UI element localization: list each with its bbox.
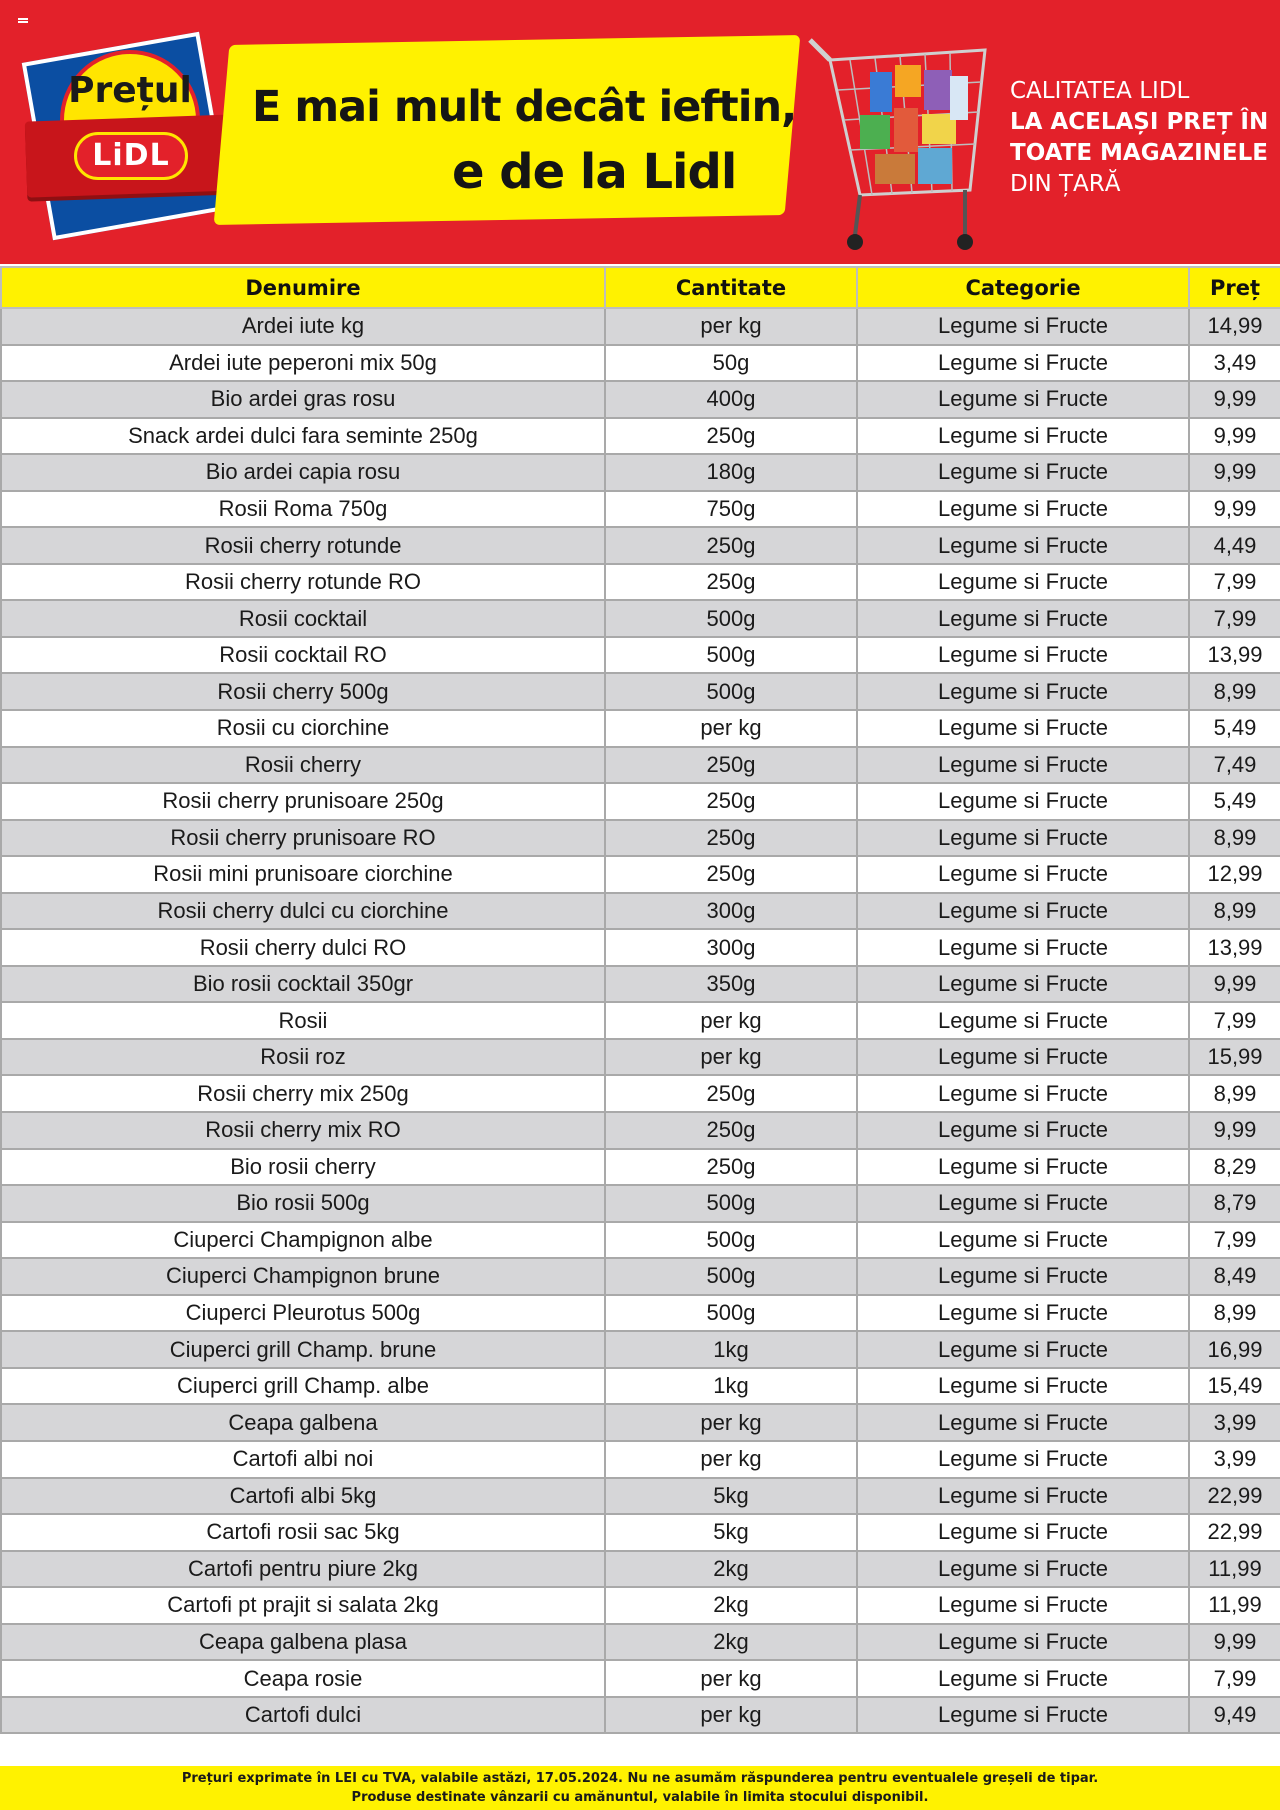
cell-categorie: Legume si Fructe — [857, 637, 1189, 674]
table-row — [1, 308, 1280, 345]
table-row — [1, 418, 1280, 455]
cell-cantitate: 500g — [605, 1222, 857, 1259]
cell-categorie: Legume si Fructe — [857, 1587, 1189, 1624]
cell-denumire: Rosii mini prunisoare ciorchine — [1, 856, 605, 893]
cell-denumire: Bio ardei gras rosu — [1, 381, 605, 418]
cell-categorie: Legume si Fructe — [857, 783, 1189, 820]
cell-pret: 5,49 — [1189, 783, 1280, 820]
cell-categorie: Legume si Fructe — [857, 527, 1189, 564]
cell-pret: 8,99 — [1189, 673, 1280, 710]
cell-denumire: Rosii cherry prunisoare 250g — [1, 783, 605, 820]
menu-icon[interactable] — [18, 18, 28, 26]
table-row — [1, 1624, 1280, 1661]
cell-cantitate: 180g — [605, 454, 857, 491]
cell-denumire: Ciuperci Champignon brune — [1, 1258, 605, 1295]
cell-pret: 12,99 — [1189, 856, 1280, 893]
table-row — [1, 1478, 1280, 1515]
table-row — [1, 1295, 1280, 1332]
cell-cantitate: 1kg — [605, 1331, 857, 1368]
table-row — [1, 1185, 1280, 1222]
table-row — [1, 856, 1280, 893]
cell-categorie: Legume si Fructe — [857, 1075, 1189, 1112]
cell-denumire: Bio rosii 500g — [1, 1185, 605, 1222]
cell-denumire: Ceapa galbena plasa — [1, 1624, 605, 1661]
cell-cantitate: per kg — [605, 1441, 857, 1478]
cell-denumire: Rosii cherry mix RO — [1, 1112, 605, 1149]
cell-cantitate: 500g — [605, 1295, 857, 1332]
cell-pret: 7,99 — [1189, 1002, 1280, 1039]
table-row — [1, 1258, 1280, 1295]
cell-denumire: Rosii cherry 500g — [1, 673, 605, 710]
cell-pret: 13,99 — [1189, 637, 1280, 674]
cell-cantitate: 300g — [605, 929, 857, 966]
cell-denumire: Rosii cherry prunisoare RO — [1, 820, 605, 857]
table-row — [1, 1514, 1280, 1551]
disclaimer-line-1: Prețuri exprimate în LEI cu TVA, valabile astăzi, 17.05.2024. Nu ne asumăm răspunderea pentru eventualele greșeli de tipar. — [181, 1771, 1099, 1786]
cell-categorie: Legume si Fructe — [857, 418, 1189, 455]
cell-categorie: Legume si Fructe — [857, 1258, 1189, 1295]
cell-categorie: Legume si Fructe — [857, 1478, 1189, 1515]
cell-cantitate: per kg — [605, 308, 857, 345]
table-row — [1, 1039, 1280, 1076]
cell-categorie: Legume si Fructe — [857, 1185, 1189, 1222]
cell-pret: 9,99 — [1189, 491, 1280, 528]
cell-denumire: Cartofi pt prajit si salata 2kg — [1, 1587, 605, 1624]
cell-denumire: Ciuperci grill Champ. albe — [1, 1368, 605, 1405]
cell-cantitate: 250g — [605, 564, 857, 601]
cell-denumire: Rosii cu ciorchine — [1, 710, 605, 747]
cell-pret: 7,99 — [1189, 564, 1280, 601]
cell-categorie: Legume si Fructe — [857, 381, 1189, 418]
table-row — [1, 1149, 1280, 1186]
cell-pret: 15,49 — [1189, 1368, 1280, 1405]
cell-cantitate: per kg — [605, 1660, 857, 1697]
table-row — [1, 893, 1280, 930]
tagline-line-2: LA ACELAȘI PREȚ ÎN — [1010, 109, 1269, 135]
cell-cantitate: 5kg — [605, 1478, 857, 1515]
cell-categorie: Legume si Fructe — [857, 491, 1189, 528]
price-table — [0, 266, 1280, 1734]
table-row — [1, 1404, 1280, 1441]
cell-pret: 9,99 — [1189, 454, 1280, 491]
cell-pret: 14,99 — [1189, 308, 1280, 345]
cell-pret: 4,49 — [1189, 527, 1280, 564]
cell-categorie: Legume si Fructe — [857, 893, 1189, 930]
table-row — [1, 783, 1280, 820]
cell-categorie: Legume si Fructe — [857, 1551, 1189, 1588]
table-row — [1, 1551, 1280, 1588]
cell-cantitate: 400g — [605, 381, 857, 418]
cell-cantitate: 50g — [605, 345, 857, 382]
cell-cantitate: 500g — [605, 673, 857, 710]
cell-categorie: Legume si Fructe — [857, 1112, 1189, 1149]
cell-denumire: Bio rosii cherry — [1, 1149, 605, 1186]
cell-cantitate: 2kg — [605, 1551, 857, 1588]
cell-denumire: Ciuperci grill Champ. brune — [1, 1331, 605, 1368]
slogan-line-2: e de la Lidl — [452, 144, 737, 200]
cell-pret: 9,99 — [1189, 966, 1280, 1003]
cell-categorie: Legume si Fructe — [857, 308, 1189, 345]
cell-pret: 8,99 — [1189, 1075, 1280, 1112]
table-row — [1, 1587, 1280, 1624]
table-row — [1, 1222, 1280, 1259]
cell-pret: 9,99 — [1189, 418, 1280, 455]
cell-denumire: Snack ardei dulci fara seminte 250g — [1, 418, 605, 455]
cell-pret: 3,99 — [1189, 1404, 1280, 1441]
cell-pret: 8,99 — [1189, 1295, 1280, 1332]
cell-cantitate: 1kg — [605, 1368, 857, 1405]
cell-pret: 13,99 — [1189, 929, 1280, 966]
cell-cantitate: 250g — [605, 1075, 857, 1112]
cell-pret: 9,99 — [1189, 381, 1280, 418]
cell-pret: 9,99 — [1189, 1624, 1280, 1661]
cell-denumire: Rosii Roma 750g — [1, 491, 605, 528]
cell-pret: 22,99 — [1189, 1514, 1280, 1551]
cell-categorie: Legume si Fructe — [857, 1660, 1189, 1697]
cell-denumire: Rosii cocktail — [1, 600, 605, 637]
cell-categorie: Legume si Fructe — [857, 1697, 1189, 1734]
promo-banner — [0, 0, 1280, 264]
tagline-line-1: CALITATEA LIDL — [1010, 78, 1190, 104]
header-denumire: Denumire — [1, 267, 605, 308]
table-row — [1, 564, 1280, 601]
cell-pret: 8,99 — [1189, 893, 1280, 930]
cell-cantitate: 2kg — [605, 1587, 857, 1624]
tagline-line-3: TOATE MAGAZINELE — [1010, 140, 1268, 166]
cell-denumire: Rosii cherry rotunde — [1, 527, 605, 564]
cell-categorie: Legume si Fructe — [857, 710, 1189, 747]
table-row — [1, 710, 1280, 747]
cell-denumire: Bio rosii cocktail 350gr — [1, 966, 605, 1003]
cell-denumire: Cartofi pentru piure 2kg — [1, 1551, 605, 1588]
cell-pret: 7,99 — [1189, 1660, 1280, 1697]
tagline-line-4: DIN ȚARĂ — [1010, 171, 1121, 197]
cell-cantitate: 5kg — [605, 1514, 857, 1551]
table-row — [1, 491, 1280, 528]
lidl-logo — [26, 40, 236, 240]
cell-denumire: Ciuperci Pleurotus 500g — [1, 1295, 605, 1332]
cell-cantitate: 250g — [605, 1149, 857, 1186]
cell-cantitate: per kg — [605, 1002, 857, 1039]
cell-cantitate: 250g — [605, 783, 857, 820]
header-pret: Preț — [1189, 267, 1280, 308]
cell-categorie: Legume si Fructe — [857, 1368, 1189, 1405]
cell-pret: 22,99 — [1189, 1478, 1280, 1515]
slogan-line-1: E mai mult decât ieftin, — [252, 82, 797, 132]
disclaimer-line-2: Produse destinate vânzarii cu amănuntul, valabile în limita stocului disponibil. — [351, 1790, 929, 1805]
cell-cantitate: 2kg — [605, 1624, 857, 1661]
disclaimer-footer — [0, 1766, 1280, 1810]
cell-pret: 5,49 — [1189, 710, 1280, 747]
cell-pret: 3,99 — [1189, 1441, 1280, 1478]
cell-cantitate: 250g — [605, 747, 857, 784]
cell-cantitate: per kg — [605, 1404, 857, 1441]
table-header-row — [1, 267, 1280, 308]
cell-denumire: Rosii roz — [1, 1039, 605, 1076]
cell-pret: 16,99 — [1189, 1331, 1280, 1368]
cell-denumire: Rosii cocktail RO — [1, 637, 605, 674]
cell-cantitate: 500g — [605, 1258, 857, 1295]
table-row — [1, 1331, 1280, 1368]
cell-categorie: Legume si Fructe — [857, 1222, 1189, 1259]
cell-cantitate: 500g — [605, 637, 857, 674]
cell-categorie: Legume si Fructe — [857, 673, 1189, 710]
cell-denumire: Cartofi albi 5kg — [1, 1478, 605, 1515]
table-body — [1, 308, 1280, 1733]
logo-pretul-text: Prețul — [68, 70, 192, 111]
cell-denumire: Rosii cherry dulci cu ciorchine — [1, 893, 605, 930]
table-row — [1, 1697, 1280, 1734]
table-row — [1, 1075, 1280, 1112]
table-row — [1, 747, 1280, 784]
cell-pret: 9,49 — [1189, 1697, 1280, 1734]
table-row — [1, 673, 1280, 710]
cell-denumire: Cartofi dulci — [1, 1697, 605, 1734]
cell-categorie: Legume si Fructe — [857, 454, 1189, 491]
cell-pret: 7,49 — [1189, 747, 1280, 784]
table-row — [1, 527, 1280, 564]
table-row — [1, 1368, 1280, 1405]
table-row — [1, 1002, 1280, 1039]
cell-pret: 8,29 — [1189, 1149, 1280, 1186]
cell-pret: 11,99 — [1189, 1551, 1280, 1588]
cell-categorie: Legume si Fructe — [857, 1002, 1189, 1039]
cell-pret: 7,99 — [1189, 1222, 1280, 1259]
cell-cantitate: per kg — [605, 1039, 857, 1076]
cell-denumire: Ceapa rosie — [1, 1660, 605, 1697]
cell-cantitate: 250g — [605, 856, 857, 893]
cell-pret: 8,79 — [1189, 1185, 1280, 1222]
table-row — [1, 1112, 1280, 1149]
cell-pret: 3,49 — [1189, 345, 1280, 382]
table-row — [1, 966, 1280, 1003]
table-row — [1, 637, 1280, 674]
cell-denumire: Ardei iute kg — [1, 308, 605, 345]
cell-denumire: Cartofi albi noi — [1, 1441, 605, 1478]
table-row — [1, 1441, 1280, 1478]
cell-cantitate: 250g — [605, 820, 857, 857]
cell-denumire: Rosii cherry dulci RO — [1, 929, 605, 966]
cell-cantitate: per kg — [605, 1697, 857, 1734]
tagline — [1010, 76, 1270, 200]
table-row — [1, 345, 1280, 382]
cell-categorie: Legume si Fructe — [857, 747, 1189, 784]
cell-pret: 8,49 — [1189, 1258, 1280, 1295]
cell-cantitate: 250g — [605, 418, 857, 455]
cell-cantitate: 300g — [605, 893, 857, 930]
table-row — [1, 1660, 1280, 1697]
cell-categorie: Legume si Fructe — [857, 929, 1189, 966]
cell-denumire: Rosii cherry rotunde RO — [1, 564, 605, 601]
cell-categorie: Legume si Fructe — [857, 345, 1189, 382]
table-row — [1, 929, 1280, 966]
cell-categorie: Legume si Fructe — [857, 1149, 1189, 1186]
cell-categorie: Legume si Fructe — [857, 820, 1189, 857]
cell-cantitate: per kg — [605, 710, 857, 747]
cell-categorie: Legume si Fructe — [857, 1624, 1189, 1661]
cell-categorie: Legume si Fructe — [857, 1295, 1189, 1332]
cell-cantitate: 750g — [605, 491, 857, 528]
cell-cantitate: 500g — [605, 600, 857, 637]
cell-categorie: Legume si Fructe — [857, 1441, 1189, 1478]
cell-cantitate: 250g — [605, 527, 857, 564]
cell-denumire: Rosii — [1, 1002, 605, 1039]
cell-categorie: Legume si Fructe — [857, 1404, 1189, 1441]
table-row — [1, 381, 1280, 418]
cell-denumire: Rosii cherry mix 250g — [1, 1075, 605, 1112]
cell-categorie: Legume si Fructe — [857, 966, 1189, 1003]
cell-denumire: Ardei iute peperoni mix 50g — [1, 345, 605, 382]
cell-categorie: Legume si Fructe — [857, 1039, 1189, 1076]
cell-categorie: Legume si Fructe — [857, 1331, 1189, 1368]
table-row — [1, 600, 1280, 637]
cell-denumire: Ceapa galbena — [1, 1404, 605, 1441]
cell-categorie: Legume si Fructe — [857, 1514, 1189, 1551]
cell-denumire: Bio ardei capia rosu — [1, 454, 605, 491]
cell-denumire: Ciuperci Champignon albe — [1, 1222, 605, 1259]
cell-categorie: Legume si Fructe — [857, 600, 1189, 637]
cell-pret: 11,99 — [1189, 1587, 1280, 1624]
cell-cantitate: 500g — [605, 1185, 857, 1222]
cell-categorie: Legume si Fructe — [857, 856, 1189, 893]
cell-denumire: Rosii cherry — [1, 747, 605, 784]
cell-pret: 8,99 — [1189, 820, 1280, 857]
table-row — [1, 454, 1280, 491]
cell-denumire: Cartofi rosii sac 5kg — [1, 1514, 605, 1551]
header-cantitate: Cantitate — [605, 267, 857, 308]
header-categorie: Categorie — [857, 267, 1189, 308]
cell-cantitate: 250g — [605, 1112, 857, 1149]
cell-pret: 7,99 — [1189, 600, 1280, 637]
shopping-cart-icon — [800, 20, 990, 260]
cell-pret: 15,99 — [1189, 1039, 1280, 1076]
cell-pret: 9,99 — [1189, 1112, 1280, 1149]
cell-categorie: Legume si Fructe — [857, 564, 1189, 601]
logo-lidl-text: LiDL — [74, 132, 188, 180]
cell-cantitate: 350g — [605, 966, 857, 1003]
table-row — [1, 820, 1280, 857]
